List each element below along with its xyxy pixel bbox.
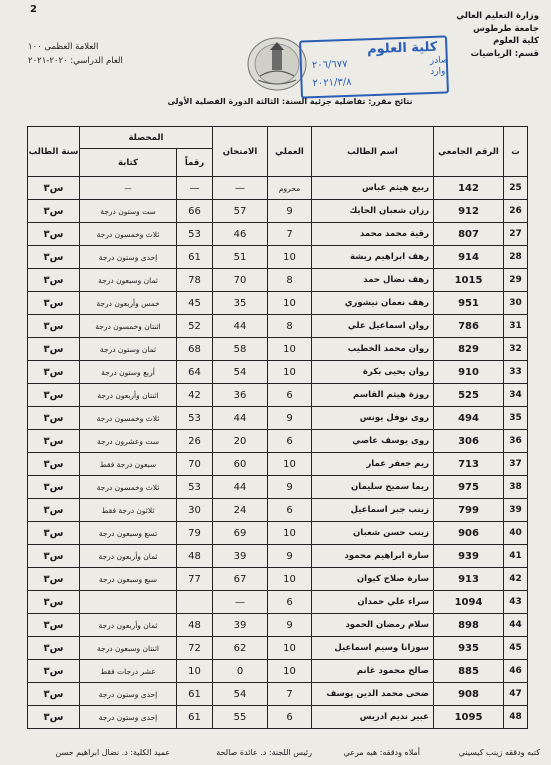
header-name: اسم الطالب: [312, 127, 434, 177]
cell-year: س٣: [28, 660, 80, 683]
cell-name: سارة صلاح كيوان: [312, 568, 434, 591]
cell-name: زينب حسن شعبان: [312, 522, 434, 545]
cell-total-words: سبع وسبعون درجة: [80, 568, 177, 591]
cell-total-words: اثنتان وخمسون درجة: [80, 315, 177, 338]
cell-index: 35: [504, 407, 528, 430]
header-total: المحصلة: [80, 127, 213, 149]
ministry-name: وزارة التعليم العالي: [456, 11, 539, 21]
cell-index: 44: [504, 614, 528, 637]
cell-total-words: سبعون درجة فقط: [80, 453, 177, 476]
cell-exam: 57: [213, 200, 268, 223]
page-number: 2: [30, 4, 37, 15]
cell-name: رقية محمد محمد: [312, 223, 434, 246]
cell-total-digits: 68: [177, 338, 213, 361]
university-name: جامعة طرطوس: [473, 23, 539, 34]
stamp-title: كلية العلوم: [366, 39, 438, 58]
cell-student-id: 975: [434, 476, 504, 499]
cell-exam: 0: [213, 660, 268, 683]
cell-practical: 6: [268, 706, 312, 729]
cell-exam: 46: [213, 223, 268, 246]
cell-total-words: أربع وستون درجة: [80, 361, 177, 384]
cell-student-id: 142: [434, 177, 504, 200]
cell-index: 39: [504, 499, 528, 522]
cell-total-digits: 30: [177, 499, 213, 522]
cell-student-id: 951: [434, 292, 504, 315]
cell-total-words: ثمان وستون درجة: [80, 338, 177, 361]
cell-year: س٣: [28, 522, 80, 545]
cell-total-words: اثنتان وسبعون درجة: [80, 637, 177, 660]
cell-practical: 7: [268, 683, 312, 706]
cell-name: سوزانا وسيم اسماعيل: [312, 637, 434, 660]
cell-student-id: 713: [434, 453, 504, 476]
cell-total-digits: 45: [177, 292, 213, 315]
cell-year: س٣: [28, 476, 80, 499]
cell-index: 27: [504, 223, 528, 246]
header-practical: العملي: [268, 127, 312, 177]
cell-student-id: 1015: [434, 269, 504, 292]
header-index: ت: [504, 127, 528, 177]
table-row: [28, 499, 528, 522]
cell-total-digits: 10: [177, 660, 213, 683]
cell-total-words: [80, 591, 177, 614]
cell-name: صالح محمود غانم: [312, 660, 434, 683]
cell-index: 33: [504, 361, 528, 384]
cell-exam: 60: [213, 453, 268, 476]
cell-name: روزة هيثم القاسم: [312, 384, 434, 407]
cell-total-digits: 78: [177, 269, 213, 292]
cell-name: ريما سميح سليمان: [312, 476, 434, 499]
cell-student-id: 914: [434, 246, 504, 269]
cell-practical: 6: [268, 384, 312, 407]
cell-total-words: ثمان وأربعون درجة: [80, 614, 177, 637]
cell-exam: 62: [213, 637, 268, 660]
max-mark: العلامة العظمى ١٠٠: [28, 42, 99, 52]
table-row: [28, 591, 528, 614]
header-student-id: الرقم الجامعي: [434, 127, 504, 177]
cell-total-digits: [177, 591, 213, 614]
cell-total-words: ثلاث وخمسون درجة: [80, 223, 177, 246]
cell-total-digits: 61: [177, 683, 213, 706]
cell-total-digits: 72: [177, 637, 213, 660]
table-row: [28, 292, 528, 315]
cell-practical: 9: [268, 476, 312, 499]
cell-total-digits: —: [177, 177, 213, 200]
cell-index: 31: [504, 315, 528, 338]
cell-year: س٣: [28, 499, 80, 522]
cell-student-id: 935: [434, 637, 504, 660]
cell-student-id: 829: [434, 338, 504, 361]
cell-student-id: 885: [434, 660, 504, 683]
cell-index: 48: [504, 706, 528, 729]
cell-year: س٣: [28, 177, 80, 200]
cell-practical: 10: [268, 361, 312, 384]
cell-total-words: إحدى وستون درجة: [80, 246, 177, 269]
cell-index: 25: [504, 177, 528, 200]
cell-total-digits: 53: [177, 407, 213, 430]
cell-student-id: 906: [434, 522, 504, 545]
footer-dean: عميد الكلية: د. نضال ابراهيم حسن: [55, 748, 170, 757]
cell-total-words: ست وعشرون درجة: [80, 430, 177, 453]
cell-year: س٣: [28, 430, 80, 453]
cell-total-words: إحدى وستون درجة: [80, 706, 177, 729]
cell-total-words: إحدى وستون درجة: [80, 683, 177, 706]
cell-name: روى يوسف عاصي: [312, 430, 434, 453]
header-digits: رقماً: [177, 149, 213, 177]
cell-index: 47: [504, 683, 528, 706]
cell-total-words: عشر درجات فقط: [80, 660, 177, 683]
cell-exam: 20: [213, 430, 268, 453]
cell-student-id: 898: [434, 614, 504, 637]
cell-index: 30: [504, 292, 528, 315]
cell-name: رهف ابراهيم ريشة: [312, 246, 434, 269]
cell-practical: 10: [268, 568, 312, 591]
cell-student-id: 912: [434, 200, 504, 223]
cell-index: 32: [504, 338, 528, 361]
cell-index: 26: [504, 200, 528, 223]
cell-exam: 69: [213, 522, 268, 545]
cell-practical: 9: [268, 407, 312, 430]
cell-student-id: 525: [434, 384, 504, 407]
footer-dictated-by: أملاه ودققه: هبه مرعي: [343, 748, 420, 757]
cell-total-words: ثلاث وخمسون درجة: [80, 407, 177, 430]
cell-student-id: 939: [434, 545, 504, 568]
course-results-title: نتائج مقرر: تفاضلية جزئية السنة: الثالثة الدورة الفصلية الأولى: [167, 97, 413, 106]
cell-exam: 55: [213, 706, 268, 729]
table-row: [28, 522, 528, 545]
cell-student-id: 1095: [434, 706, 504, 729]
cell-exam: —: [213, 177, 268, 200]
cell-year: س٣: [28, 706, 80, 729]
cell-total-words: اثنتان وأربعون درجة: [80, 384, 177, 407]
cell-practical: 9: [268, 545, 312, 568]
cell-total-words: ثلاثون درجة فقط: [80, 499, 177, 522]
cell-student-id: 913: [434, 568, 504, 591]
cell-total-digits: 53: [177, 476, 213, 499]
faculty-stamp: [299, 35, 449, 98]
cell-total-words: ست وستون درجة: [80, 200, 177, 223]
cell-exam: 51: [213, 246, 268, 269]
cell-practical: 8: [268, 269, 312, 292]
header-words: كتابة: [80, 149, 177, 177]
cell-practical: 10: [268, 453, 312, 476]
cell-total-digits: 48: [177, 545, 213, 568]
cell-name: روان محمد الخطيب: [312, 338, 434, 361]
cell-total-words: خمس وأربعون درجة: [80, 292, 177, 315]
cell-name: رزان شعبان الحايك: [312, 200, 434, 223]
cell-student-id: 1094: [434, 591, 504, 614]
table-row: [28, 384, 528, 407]
cell-index: 38: [504, 476, 528, 499]
cell-index: 46: [504, 660, 528, 683]
table-row: [28, 177, 528, 200]
cell-total-digits: 64: [177, 361, 213, 384]
cell-practical: 6: [268, 591, 312, 614]
cell-index: 43: [504, 591, 528, 614]
cell-student-id: 306: [434, 430, 504, 453]
cell-practical: 7: [268, 223, 312, 246]
table-row: [28, 545, 528, 568]
cell-year: س٣: [28, 453, 80, 476]
cell-name: روان يحيى بكرة: [312, 361, 434, 384]
table-row: [28, 614, 528, 637]
cell-year: س٣: [28, 568, 80, 591]
cell-name: زينب جبر اسماعيل: [312, 499, 434, 522]
cell-practical: 9: [268, 200, 312, 223]
header-right: [456, 10, 539, 60]
cell-student-id: 494: [434, 407, 504, 430]
cell-index: 29: [504, 269, 528, 292]
faculty-name: كلية العلوم: [493, 36, 539, 46]
cell-total-digits: 26: [177, 430, 213, 453]
stamp-side-label-2: وارد: [430, 66, 446, 78]
table-row: [28, 430, 528, 453]
stamp-side-labels: [429, 55, 449, 78]
cell-practical: محروم: [268, 177, 312, 200]
cell-index: 45: [504, 637, 528, 660]
table-row: [28, 200, 528, 223]
cell-practical: 10: [268, 338, 312, 361]
results-table-body: [28, 177, 528, 729]
cell-name: روان اسماعيل علي: [312, 315, 434, 338]
cell-year: س٣: [28, 269, 80, 292]
stamp-date: ٢٠٢١/٣/٨: [312, 76, 352, 90]
cell-year: س٣: [28, 384, 80, 407]
cell-name: روى نوفل يونس: [312, 407, 434, 430]
footer-committee-head: رئيس اللجنة: د. عائدة صالحة: [216, 748, 312, 757]
stamp-side-label-1: صادر: [429, 55, 449, 67]
cell-practical: 8: [268, 315, 312, 338]
cell-name: ريم جعفر عمار: [312, 453, 434, 476]
cell-index: 42: [504, 568, 528, 591]
cell-exam: 24: [213, 499, 268, 522]
cell-practical: 10: [268, 246, 312, 269]
academic-year: العام الدراسي: ٢٠٢٠-٢٠٢١: [28, 56, 123, 66]
footer-written-by: كتبه ودققه زينب كيسيني: [458, 748, 540, 757]
cell-year: س٣: [28, 683, 80, 706]
cell-index: 37: [504, 453, 528, 476]
cell-practical: 10: [268, 522, 312, 545]
cell-total-digits: 52: [177, 315, 213, 338]
cell-student-id: 786: [434, 315, 504, 338]
cell-student-id: 799: [434, 499, 504, 522]
table-row: [28, 706, 528, 729]
stamp-number: ٢٠٦/٦٧٧: [311, 58, 348, 72]
cell-total-words: ثمان وسبعون درجة: [80, 269, 177, 292]
cell-name: سلام رمضان الحمود: [312, 614, 434, 637]
header-exam: الامتحان: [213, 127, 268, 177]
cell-total-digits: 70: [177, 453, 213, 476]
cell-year: س٣: [28, 545, 80, 568]
cell-year: س٣: [28, 338, 80, 361]
cell-name: رهف نضال حمد: [312, 269, 434, 292]
cell-practical: 9: [268, 614, 312, 637]
table-row: [28, 683, 528, 706]
cell-practical: 6: [268, 499, 312, 522]
cell-year: س٣: [28, 292, 80, 315]
cell-index: 40: [504, 522, 528, 545]
table-row: [28, 660, 528, 683]
cell-exam: 44: [213, 315, 268, 338]
cell-name: عبير نديم ادريس: [312, 706, 434, 729]
cell-year: س٣: [28, 223, 80, 246]
cell-name: رهف نعمان نيشوري: [312, 292, 434, 315]
table-row: [28, 246, 528, 269]
cell-year: س٣: [28, 246, 80, 269]
cell-exam: —: [213, 591, 268, 614]
department-name: قسم: الرياضيات: [470, 48, 539, 59]
cell-exam: 39: [213, 614, 268, 637]
table-row: [28, 568, 528, 591]
cell-student-id: 910: [434, 361, 504, 384]
cell-total-digits: 53: [177, 223, 213, 246]
cell-name: سراء علي حمدان: [312, 591, 434, 614]
cell-total-words: ثمان وأربعون درجة: [80, 545, 177, 568]
table-row: [28, 338, 528, 361]
cell-total-digits: 61: [177, 706, 213, 729]
cell-total-digits: 66: [177, 200, 213, 223]
cell-exam: 44: [213, 476, 268, 499]
table-row: [28, 453, 528, 476]
table-row: [28, 407, 528, 430]
cell-exam: 70: [213, 269, 268, 292]
table-row: [28, 269, 528, 292]
table-row: [28, 223, 528, 246]
cell-year: س٣: [28, 200, 80, 223]
cell-total-words: —: [80, 177, 177, 200]
table-row: [28, 476, 528, 499]
table-row: [28, 637, 528, 660]
cell-exam: 35: [213, 292, 268, 315]
cell-year: س٣: [28, 315, 80, 338]
cell-name: ربيع هيثم عباس: [312, 177, 434, 200]
cell-exam: 67: [213, 568, 268, 591]
cell-year: س٣: [28, 591, 80, 614]
cell-total-words: تسع وسبعون درجة: [80, 522, 177, 545]
cell-year: س٣: [28, 407, 80, 430]
table-row: [28, 361, 528, 384]
cell-total-digits: 79: [177, 522, 213, 545]
cell-total-digits: 61: [177, 246, 213, 269]
cell-index: 41: [504, 545, 528, 568]
cell-practical: 10: [268, 660, 312, 683]
cell-exam: 36: [213, 384, 268, 407]
cell-exam: 54: [213, 361, 268, 384]
header-left: [28, 40, 123, 68]
cell-name: ضحى محمد الدين يوسف: [312, 683, 434, 706]
cell-total-digits: 48: [177, 614, 213, 637]
cell-student-id: 807: [434, 223, 504, 246]
cell-year: س٣: [28, 637, 80, 660]
cell-year: س٣: [28, 614, 80, 637]
cell-name: سارة ابراهيم محمود: [312, 545, 434, 568]
cell-total-digits: 77: [177, 568, 213, 591]
cell-total-digits: 42: [177, 384, 213, 407]
cell-index: 36: [504, 430, 528, 453]
cell-exam: 58: [213, 338, 268, 361]
cell-student-id: 908: [434, 683, 504, 706]
cell-year: س٣: [28, 361, 80, 384]
cell-practical: 10: [268, 637, 312, 660]
header-year: سنة الطالب: [28, 127, 80, 177]
table-row: [28, 315, 528, 338]
cell-index: 34: [504, 384, 528, 407]
cell-exam: 39: [213, 545, 268, 568]
cell-index: 28: [504, 246, 528, 269]
cell-total-words: ثلاث وخمسون درجة: [80, 476, 177, 499]
cell-exam: 54: [213, 683, 268, 706]
cell-practical: 6: [268, 430, 312, 453]
results-table: [27, 126, 528, 729]
cell-exam: 44: [213, 407, 268, 430]
cell-practical: 10: [268, 292, 312, 315]
